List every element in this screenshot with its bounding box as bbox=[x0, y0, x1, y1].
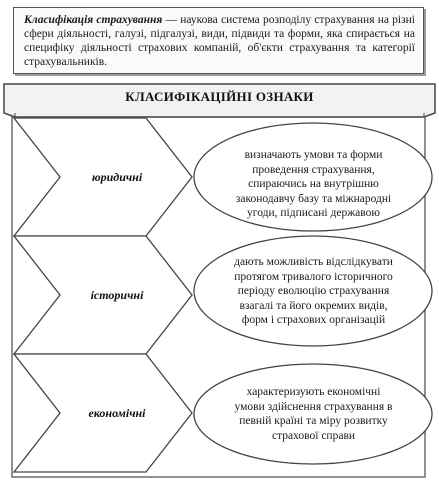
definition-term: Класифікація страхування bbox=[24, 14, 163, 26]
definition-dash: — bbox=[162, 14, 181, 26]
feature-label-economic: економічні bbox=[88, 406, 146, 420]
definition-text: наукова система розподілу страхування на різні сфери діяльності, галузі, підгалузі, види, підвиди та форми, яка спирається на специфіку діяльності страхових компаній, об'єкти страхування та категорії страхувальників. bbox=[24, 14, 415, 68]
banner-title: КЛАСИФІКАЦІЙНІ ОЗНАКИ bbox=[125, 89, 314, 104]
definition-box bbox=[13, 7, 424, 74]
feature-label-legal: юридичні bbox=[91, 170, 143, 184]
feature-label-historical: історичні bbox=[90, 288, 144, 302]
feature-description-historical: дають можливість відслідкувати протягом тривалого історичного періоду еволюцію страхування взагалі та його окремих видів, форм і страхових організацій bbox=[234, 256, 393, 326]
feature-description-economic: характеризують економічні умови здійснення страхування в певній країні та міру розвитку страхової справи bbox=[234, 386, 393, 442]
feature-description-legal: визначають умови та форми проведення страхування, спираючись на внутрішню законодавчу базу та міжнародні угоди, підписані державою bbox=[235, 149, 392, 219]
